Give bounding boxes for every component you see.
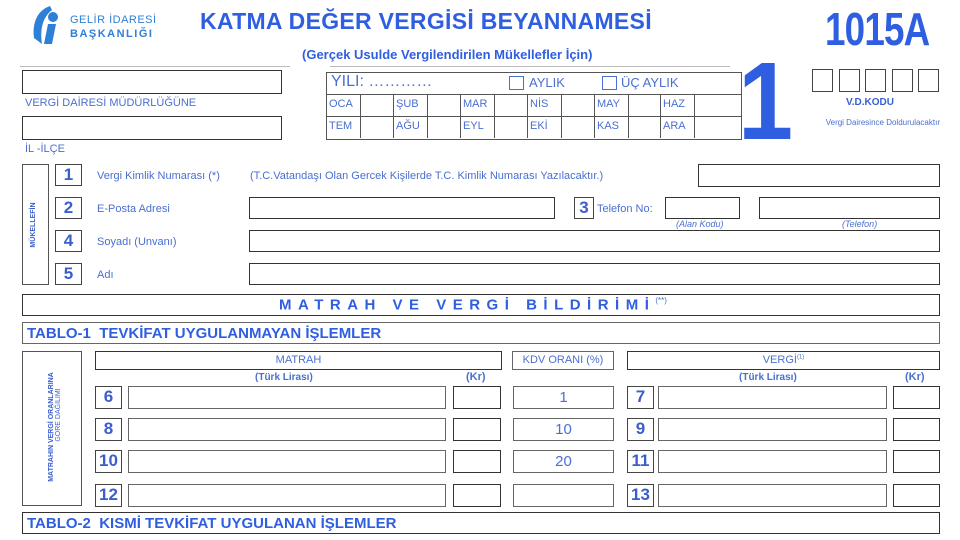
phone-label: Telefon No: xyxy=(597,203,653,215)
tax-header-text: VERGİ xyxy=(762,354,797,366)
header-rule xyxy=(20,66,290,67)
matrah-row-number: 6 xyxy=(95,386,122,409)
tax-kr-input[interactable] xyxy=(893,484,940,507)
field-number-1: 1 xyxy=(55,164,82,186)
matrah-kr-input[interactable] xyxy=(453,386,501,409)
year-label[interactable]: YILI: ………… xyxy=(331,73,433,90)
phone-input[interactable] xyxy=(759,197,940,219)
month-eki[interactable]: EKİ xyxy=(528,117,562,138)
rate-header-label: KDV ORANI (%) xyxy=(522,354,604,366)
surname-label: Soyadı (Unvanı) xyxy=(97,236,177,248)
rate-input[interactable] xyxy=(513,484,614,507)
logo-line1: GELİR İDARESİ xyxy=(70,14,157,26)
month-box[interactable] xyxy=(361,117,394,138)
matrah-row-number: 10 xyxy=(95,450,122,473)
tax-id-note: (T.C.Vatandaşı Olan Gercek Kişilerde T.C. Kimlik Numarası Yazılacaktır.) xyxy=(250,170,604,182)
area-code-input[interactable] xyxy=(665,197,740,219)
matrah-header-label: MATRAH xyxy=(275,354,322,366)
section-title-text: MATRAH VE VERGİ BİLDİRİMİ xyxy=(279,296,656,314)
rate-header xyxy=(512,351,614,370)
section-title-sup: (**) xyxy=(655,296,667,305)
rate-value-text: 20 xyxy=(555,453,572,470)
tax-tl-input[interactable] xyxy=(658,450,887,473)
month-box[interactable] xyxy=(629,95,661,116)
month-oca[interactable]: OCA xyxy=(327,95,361,116)
month-box[interactable] xyxy=(562,95,595,116)
form-code: 1015A xyxy=(825,3,930,55)
matrah-header xyxy=(95,351,502,370)
table1-side-label-1: MATRAHIN VERGİ ORANLARINA xyxy=(48,372,55,482)
email-input[interactable] xyxy=(249,197,555,219)
field-number-5: 5 xyxy=(55,263,82,285)
tax-header-sup: (1) xyxy=(796,354,805,361)
months-row-1 xyxy=(327,95,741,116)
vd-code-label: V.D.KODU xyxy=(846,97,894,108)
vd-code-box-5[interactable] xyxy=(918,69,939,92)
tax-id-input[interactable] xyxy=(698,164,940,187)
quarterly-checkbox[interactable] xyxy=(602,76,617,90)
vd-code-note: Vergi Dairesince Doldurulacaktır xyxy=(825,118,940,127)
tax-id-label: Vergi Kimlik Numarası (*) xyxy=(97,170,220,182)
tax-tl-caption: (Türk Lirası) xyxy=(739,372,797,383)
month-box[interactable] xyxy=(428,95,461,116)
rate-value xyxy=(513,386,614,409)
tax-office-label: VERGİ DAİRESİ MÜDÜRLÜĞÜNE xyxy=(25,97,197,109)
table1-title: TABLO-1 TEVKİFAT UYGULANMAYAN İŞLEMLER xyxy=(27,325,382,342)
form-subtitle: (Gerçek Usulde Vergilendirilen Mükellefler İçin) xyxy=(302,47,593,62)
month-sub[interactable]: ŞUB xyxy=(394,95,428,116)
period-table xyxy=(326,72,742,140)
month-ara[interactable]: ARA xyxy=(661,117,695,138)
rate-value-text: 1 xyxy=(559,389,568,406)
tax-header-label xyxy=(628,354,939,366)
vd-code-box-2[interactable] xyxy=(839,69,860,92)
surname-input[interactable] xyxy=(249,230,940,252)
table2-title: TABLO-2 KISMİ TEVKİFAT UYGULANAN İŞLEMLER xyxy=(27,515,397,532)
month-mar[interactable]: MAR xyxy=(461,95,495,116)
month-tem[interactable]: TEM xyxy=(327,117,361,138)
taxpayer-side-label: MÜKELLEFİN xyxy=(30,202,37,248)
month-may[interactable]: MAY xyxy=(595,95,629,116)
gib-logo xyxy=(30,4,170,48)
rate-value xyxy=(513,450,614,473)
rate-value-text: 10 xyxy=(555,421,572,438)
province-input[interactable] xyxy=(22,116,282,140)
matrah-tl-input[interactable] xyxy=(128,450,446,473)
tax-row-number: 9 xyxy=(627,418,654,441)
month-box[interactable] xyxy=(695,117,740,138)
month-eyl[interactable]: EYL xyxy=(461,117,495,138)
vd-code-box-1[interactable] xyxy=(812,69,833,92)
matrah-kr-input[interactable] xyxy=(453,450,501,473)
gib-logo-icon xyxy=(30,4,64,48)
matrah-tl-input[interactable] xyxy=(128,484,446,507)
month-box[interactable] xyxy=(361,95,394,116)
form-title: KATMA DEĞER VERGİSİ BEYANNAMESİ xyxy=(200,8,652,34)
field-number-3: 3 xyxy=(574,197,594,219)
matrah-kr-input[interactable] xyxy=(453,418,501,441)
month-box[interactable] xyxy=(495,117,528,138)
monthly-label: AYLIK xyxy=(529,75,565,90)
monthly-checkbox[interactable] xyxy=(509,76,524,90)
vd-code-box-3[interactable] xyxy=(865,69,886,92)
month-agu[interactable]: AĞU xyxy=(394,117,428,138)
matrah-kr-input[interactable] xyxy=(453,484,501,507)
table2-title-bar xyxy=(22,512,940,534)
tax-tl-input[interactable] xyxy=(658,484,887,507)
tax-kr-input[interactable] xyxy=(893,386,940,409)
matrah-row-number: 8 xyxy=(95,418,122,441)
logo-line2: BAŞKANLIĞI xyxy=(70,28,154,40)
tax-kr-input[interactable] xyxy=(893,450,940,473)
month-haz[interactable]: HAZ xyxy=(661,95,695,116)
vd-code-box-4[interactable] xyxy=(892,69,913,92)
tax-tl-input[interactable] xyxy=(658,386,887,409)
tax-kr-input[interactable] xyxy=(893,418,940,441)
province-label: İL -İLÇE xyxy=(25,143,65,155)
section-title xyxy=(279,296,667,314)
table1-side-label-2: GÖRE DAĞILIMI xyxy=(55,388,62,442)
month-box[interactable] xyxy=(428,117,461,138)
section-title-bar xyxy=(22,294,940,316)
field-number-4: 4 xyxy=(55,230,82,252)
phone-caption: (Telefon) xyxy=(842,219,878,229)
month-box[interactable] xyxy=(495,95,528,116)
name-label: Adı xyxy=(97,269,114,281)
matrah-tl-input[interactable] xyxy=(128,386,446,409)
tax-tl-input[interactable] xyxy=(658,418,887,441)
tax-row-number: 13 xyxy=(627,484,654,507)
matrah-tl-caption: (Türk Lirası) xyxy=(255,372,313,383)
table1-title-bar xyxy=(22,322,940,344)
matrah-tl-input[interactable] xyxy=(128,418,446,441)
tax-header xyxy=(627,351,940,370)
name-input[interactable] xyxy=(249,263,940,285)
month-nis[interactable]: NİS xyxy=(528,95,562,116)
tax-row-number: 7 xyxy=(627,386,654,409)
field-number-2: 2 xyxy=(55,197,82,219)
tax-office-input[interactable] xyxy=(22,70,282,94)
month-box[interactable] xyxy=(562,117,595,138)
matrah-row-number: 12 xyxy=(95,484,122,507)
month-kas[interactable]: KAS xyxy=(595,117,629,138)
page-number: 1 xyxy=(738,40,794,163)
tax-row-number: 11 xyxy=(627,450,654,473)
month-box[interactable] xyxy=(695,95,740,116)
quarterly-label: ÜÇ AYLIK xyxy=(621,75,679,90)
months-row-2 xyxy=(327,117,741,138)
rate-value xyxy=(513,418,614,441)
email-label: E-Posta Adresi xyxy=(97,203,170,215)
matrah-kr-caption: (Kr) xyxy=(466,371,486,383)
tax-kr-caption: (Kr) xyxy=(905,371,925,383)
header-rule-2 xyxy=(330,66,730,67)
area-code-caption: (Alan Kodu) xyxy=(676,219,724,229)
month-box[interactable] xyxy=(629,117,661,138)
